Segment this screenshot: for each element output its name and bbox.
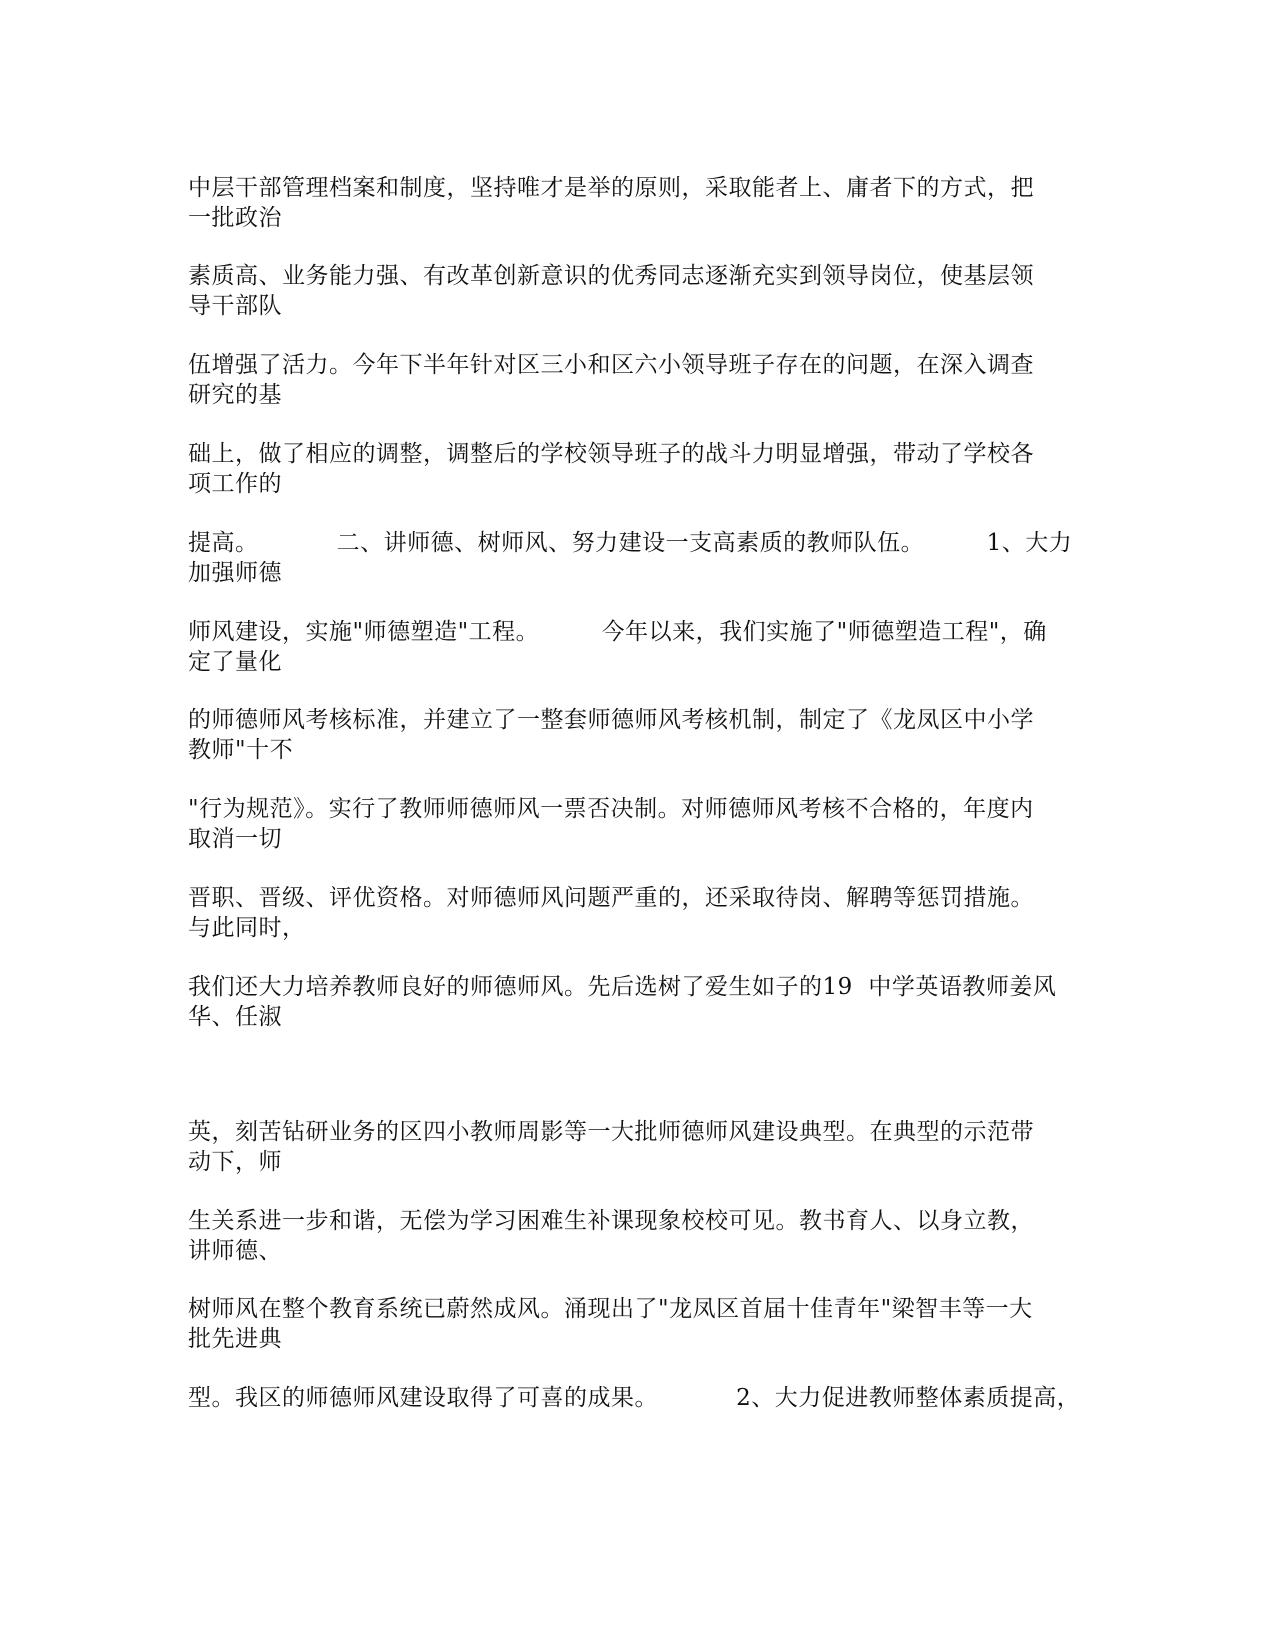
text-line: 加强师德	[188, 560, 282, 586]
text-line: 提高。 二、讲师德、树师风、努力建设一支高素质的教师队伍。 1、大力	[188, 530, 1073, 556]
text-line: 批先进典	[188, 1326, 282, 1352]
text-line: 华、任淑	[188, 1004, 282, 1030]
text-line: 型。我区的师德师风建设取得了可喜的成果。 2、大力促进教师整体素质提高，	[188, 1385, 1081, 1411]
text-line: 素质高、业务能力强、有改革创新意识的优秀同志逐渐充实到领导岗位，使基层领	[188, 263, 1034, 289]
text-line: 树师风在整个教育系统已蔚然成风。涌现出了"龙凤区首届十佳青年"梁智丰等一大	[188, 1296, 1033, 1322]
text-line: 英，刻苦钻研业务的区四小教师周影等一大批师德师风建设典型。在典型的示范带	[188, 1119, 1034, 1145]
text-line: 与此同时，	[188, 915, 306, 941]
text-line: 教师"十不	[188, 737, 294, 763]
text-line: 研究的基	[188, 382, 282, 408]
text-line: 取消一切	[188, 826, 282, 852]
text-line: 晋职、晋级、评优资格。对师德师风问题严重的，还采取待岗、解聘等惩罚措施。	[188, 885, 1034, 911]
text-line: 导干部队	[188, 293, 282, 319]
text-line: 中层干部管理档案和制度，坚持唯才是举的原则，采取能者上、庸者下的方式，把	[188, 175, 1034, 201]
text-line: 师风建设，实施"师德塑造"工程。 今年以来，我们实施了"师德塑造工程"，确	[188, 619, 1047, 645]
text-line: 础上，做了相应的调整，调整后的学校领导班子的战斗力明显增强，带动了学校各	[188, 441, 1034, 467]
text-line: "行为规范》。实行了教师师德师风一票否决制。对师德师风考核不合格的，年度内	[188, 796, 1034, 822]
text-line: 定了量化	[188, 649, 282, 675]
text-line: 一批政治	[188, 205, 282, 231]
text-line: 生关系进一步和谐，无偿为学习困难生补课现象校校可见。教书育人、以身立教，	[188, 1208, 1034, 1234]
text-line: 讲师德、	[188, 1238, 282, 1264]
text-line: 的师德师风考核标准，并建立了一整套师德师风考核机制，制定了《龙凤区中小学	[188, 707, 1034, 733]
text-line: 项工作的	[188, 471, 282, 497]
text-line: 动下，师	[188, 1149, 282, 1175]
text-line: 伍增强了活力。今年下半年针对区三小和区六小领导班子存在的问题，在深入调查	[188, 352, 1034, 378]
text-line: 我们还大力培养教师良好的师德师风。先后选树了爱生如子的19 中学英语教师姜风	[188, 974, 1057, 1000]
